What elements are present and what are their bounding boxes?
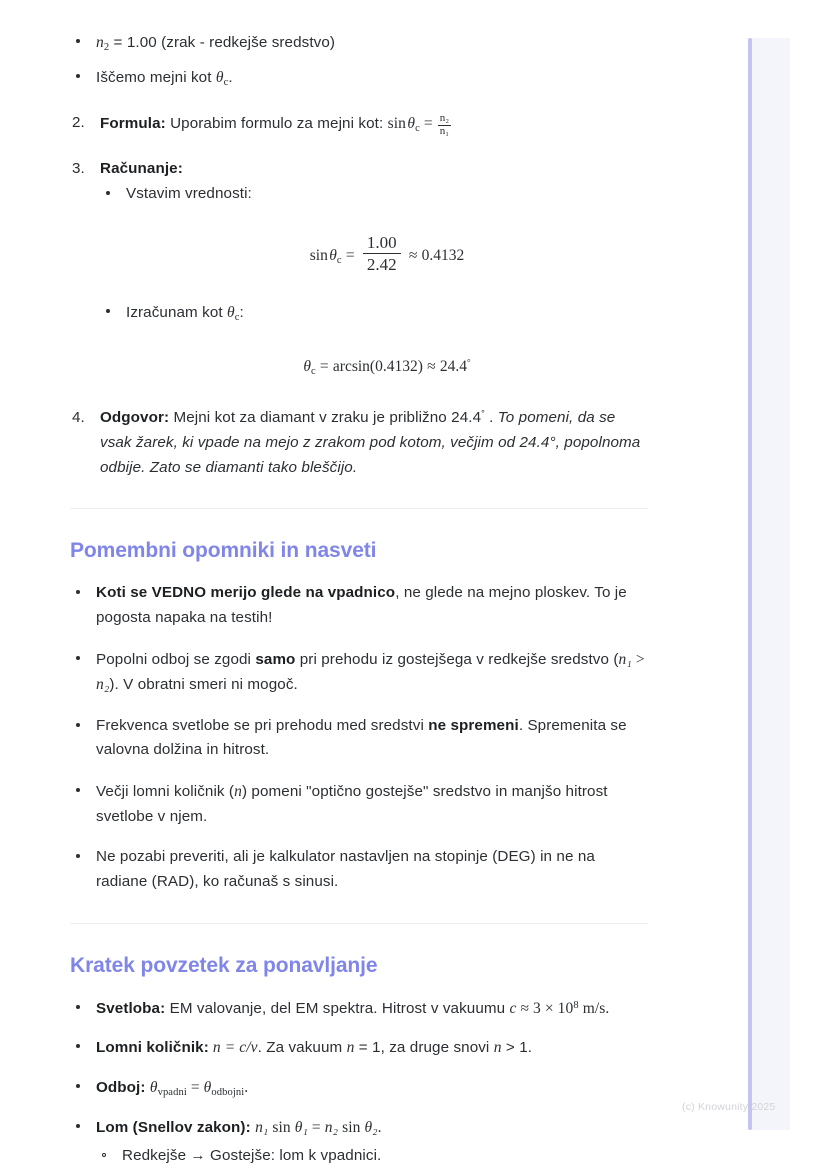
theta-c bbox=[407, 115, 420, 132]
bullet-text: Ne pozabi preveriti, ali je kalkulator nastavljen na stopinje (DEG) in ne na radiane (RAD), ko računaš s sinusi. bbox=[96, 848, 595, 890]
superscript: 8 bbox=[573, 999, 579, 1011]
equals-sign: = bbox=[186, 1078, 204, 1096]
bullet-mid: . Za vakuum bbox=[257, 1039, 347, 1057]
theta-glyph: θ bbox=[203, 1078, 212, 1096]
bullet-text bbox=[96, 1079, 248, 1096]
approx-sign: ≈ bbox=[408, 246, 418, 264]
step-label: Računanje: bbox=[100, 160, 183, 178]
bullet-lead: Frekvenca svetlobe se pri prehodu med sredstvi bbox=[96, 716, 429, 734]
subscript: c bbox=[223, 76, 229, 88]
bullet-text bbox=[96, 717, 627, 759]
bullet-tail: . bbox=[244, 1078, 249, 1096]
bullet-bold: samo bbox=[255, 650, 296, 668]
bullet-rest: = 1.00 (zrak - redkejše sredstvo) bbox=[109, 34, 336, 51]
watermark-copyright: (c) Knowunity 2025 bbox=[682, 1101, 776, 1113]
math-theta1: θ₁ bbox=[294, 1118, 308, 1136]
list-item bbox=[70, 65, 648, 91]
equals-sign: = bbox=[345, 246, 355, 264]
list-item bbox=[70, 1075, 648, 1101]
math-n: n bbox=[346, 1039, 355, 1057]
theta-c bbox=[329, 247, 341, 264]
bullet-rest: EM valovanje, del EM spektra. Hitrost v vakuumu bbox=[165, 999, 510, 1017]
math-n1: n₁ bbox=[618, 650, 632, 668]
list-item bbox=[70, 1035, 648, 1061]
step-label: Odgovor: bbox=[100, 409, 170, 427]
fraction-numerator: n₂ bbox=[439, 111, 450, 124]
math-theta-c bbox=[227, 304, 240, 324]
theta-glyph: θ bbox=[227, 304, 235, 322]
bullet-text bbox=[96, 34, 335, 51]
theta-glyph: θ bbox=[407, 115, 416, 133]
list-item bbox=[70, 1115, 648, 1169]
math-theta2: θ₂ bbox=[364, 1118, 378, 1136]
inline-equation-mejni-kot bbox=[387, 111, 453, 137]
bullet-text bbox=[96, 69, 233, 86]
list-item bbox=[70, 714, 648, 763]
list-item bbox=[96, 1144, 648, 1169]
bullet-bold: Koti se VEDNO merijo glede na vpadnico bbox=[96, 584, 396, 602]
answer-italic-text: To pomeni, da se vsak žarek, ki vpade na mejo z zrakom pod kotom, večjim od 24.4°, popolnoma odbije. Zato se diamanti tako bleščijo. bbox=[100, 409, 641, 476]
bullet-rest: pri prehodu iz gostejšega v redkejše sredstvo ( bbox=[295, 650, 619, 668]
math-n2: n₂ bbox=[324, 1118, 339, 1136]
fraction-n2-over-n1 bbox=[438, 113, 452, 138]
section-divider-1 bbox=[70, 508, 648, 509]
subscript: c bbox=[415, 122, 420, 134]
subscript: odbojni bbox=[211, 1086, 245, 1098]
math-c: c bbox=[509, 999, 517, 1017]
bullet-lead: Iščemo mejni kot bbox=[96, 69, 216, 87]
povzetek-bullet-list bbox=[70, 996, 648, 1170]
bullet-text: Vstavim vrednosti: bbox=[126, 185, 252, 203]
bullet-tail: > 1. bbox=[501, 1039, 533, 1057]
math-theta-vpadni bbox=[150, 1079, 187, 1096]
subscript: 2 bbox=[103, 41, 110, 53]
bullet-text bbox=[126, 304, 244, 324]
degree-symbol: ° bbox=[467, 358, 471, 369]
subscript: c bbox=[336, 254, 342, 266]
bullet-text bbox=[96, 1119, 382, 1136]
arcsin-expression: arcsin(0.4132) bbox=[332, 358, 423, 376]
answer-separator: . bbox=[484, 409, 498, 427]
bullet-bold: Svetloba: bbox=[96, 999, 166, 1017]
bullet-text bbox=[96, 1000, 609, 1017]
step-formula bbox=[70, 111, 648, 137]
fraction-denominator: n₁ bbox=[439, 124, 450, 137]
math-n-equals-c-over-v: n = c/v bbox=[208, 1039, 258, 1057]
equation-result: 24.4 bbox=[439, 358, 468, 376]
bullet-text bbox=[96, 651, 645, 694]
display-equation-arcsin bbox=[126, 352, 648, 380]
sub-bullet-text: Redkejše → Gostejše: lom k vpadnici. bbox=[122, 1147, 382, 1165]
fraction-denominator: 2.42 bbox=[363, 253, 401, 274]
section-title-opomniki: Pomembni opomniki in nasveti bbox=[70, 539, 377, 563]
step-text: Uporabim formulo za mejni kot: bbox=[165, 115, 388, 133]
bullet-rest: ) pomeni "optično gostejše" sredstvo in manjšo hitrost svetlobe v njem. bbox=[96, 783, 608, 825]
equals-sign: = bbox=[423, 115, 433, 133]
list-item bbox=[100, 300, 648, 380]
bullet-mid: = 1, za druge snovi bbox=[354, 1039, 494, 1057]
sin-operator: sin bbox=[387, 115, 406, 133]
math-n1: n₁ bbox=[255, 1118, 269, 1136]
bullet-tail: . bbox=[377, 1118, 382, 1136]
bullet-rest: : bbox=[239, 304, 244, 322]
bullet-rest: , ne glede na mejno ploskev. To je pogosta napaka na testih! bbox=[96, 584, 627, 626]
bullet-lead: Izračunam kot bbox=[126, 304, 228, 322]
unit-label: m/s. bbox=[578, 999, 610, 1017]
subscript: vpadni bbox=[157, 1086, 187, 1098]
steps-list-formula bbox=[70, 111, 648, 137]
bullet-rest: . bbox=[228, 69, 233, 87]
math-n: n bbox=[493, 1039, 502, 1057]
right-side-panel bbox=[748, 38, 790, 1130]
bullet-text bbox=[96, 783, 608, 825]
bullet-bold: Lomni količnik: bbox=[96, 1039, 209, 1057]
equals-sign: = bbox=[319, 358, 329, 376]
math-n2: n₂ bbox=[96, 676, 110, 694]
answer-plain-text: Mejni kot za diamant v zraku je približno 24.4 bbox=[169, 409, 482, 427]
fraction-1-over-2p42 bbox=[363, 233, 401, 275]
bullet-rest: . Spremenita se valovna dolžina in hitrost. bbox=[96, 716, 627, 759]
bullet-text bbox=[96, 1039, 532, 1056]
sin-operator: sin bbox=[309, 246, 328, 264]
list-item bbox=[70, 581, 648, 630]
top-bullet-list bbox=[70, 30, 648, 91]
bullet-text bbox=[96, 584, 627, 626]
step-body bbox=[100, 111, 452, 137]
sin-operator: sin bbox=[268, 1118, 295, 1136]
step-number: 3. bbox=[72, 160, 85, 178]
opomniki-bullet-list bbox=[70, 581, 648, 894]
section-title-povzetek: Kratek povzetek za ponavljanje bbox=[70, 953, 378, 977]
subscript: c bbox=[310, 366, 316, 378]
subscript: c bbox=[234, 312, 240, 324]
step-number: 4. bbox=[72, 409, 85, 427]
approx-sign: ≈ bbox=[427, 358, 436, 376]
approx-expression: ≈ 3 × 10 bbox=[516, 999, 574, 1017]
degree-symbol: ° bbox=[481, 409, 485, 420]
theta-c bbox=[303, 358, 316, 378]
step-body bbox=[100, 160, 183, 177]
list-item bbox=[70, 845, 648, 894]
math-n2: $n_2$ bbox=[96, 34, 110, 53]
step-label: Formula: bbox=[100, 115, 166, 133]
theta-glyph: θ bbox=[149, 1078, 158, 1096]
racunanje-bullets bbox=[100, 182, 648, 380]
steps-list-odgovor bbox=[70, 406, 648, 480]
povzetek-sub-bullets bbox=[96, 1144, 648, 1169]
display-equation-sin-theta bbox=[126, 233, 648, 275]
list-item bbox=[70, 779, 648, 829]
list-item bbox=[100, 182, 648, 274]
step-number: 2. bbox=[72, 114, 85, 132]
theta-glyph: θ bbox=[303, 358, 311, 376]
bullet-lead: Večji lomni količnik ( bbox=[96, 783, 235, 801]
bullet-bold: Odboj: bbox=[96, 1078, 146, 1096]
bullet-bold: Lom (Snellov zakon): bbox=[96, 1118, 251, 1136]
bullet-tail: ). V obratni smeri ni mogoč. bbox=[109, 676, 298, 694]
math-theta-odbojni bbox=[204, 1079, 245, 1096]
list-item bbox=[70, 996, 648, 1022]
fraction-numerator: 1.00 bbox=[366, 232, 397, 252]
math-n: n bbox=[234, 783, 242, 801]
greater-than-sign: > bbox=[631, 650, 645, 668]
bullet-bold: ne spremeni bbox=[428, 716, 519, 734]
bullet-lead: Popolni odboj se zgodi bbox=[96, 650, 256, 668]
section-divider-2 bbox=[70, 923, 648, 924]
sin-operator: sin bbox=[338, 1118, 365, 1136]
math-theta-c bbox=[216, 69, 229, 86]
steps-list-racunanje bbox=[70, 157, 648, 380]
theta-glyph: θ bbox=[215, 69, 224, 87]
list-item bbox=[70, 647, 648, 698]
equals-sign: = bbox=[307, 1118, 325, 1136]
answer-paragraph bbox=[100, 409, 640, 475]
list-item bbox=[70, 30, 648, 56]
step-racunanje bbox=[70, 157, 648, 380]
theta-glyph: θ bbox=[329, 246, 337, 264]
scroll-rail-indicator[interactable] bbox=[748, 38, 752, 1130]
equation-result: 0.4132 bbox=[421, 246, 465, 264]
step-odgovor bbox=[70, 406, 648, 480]
